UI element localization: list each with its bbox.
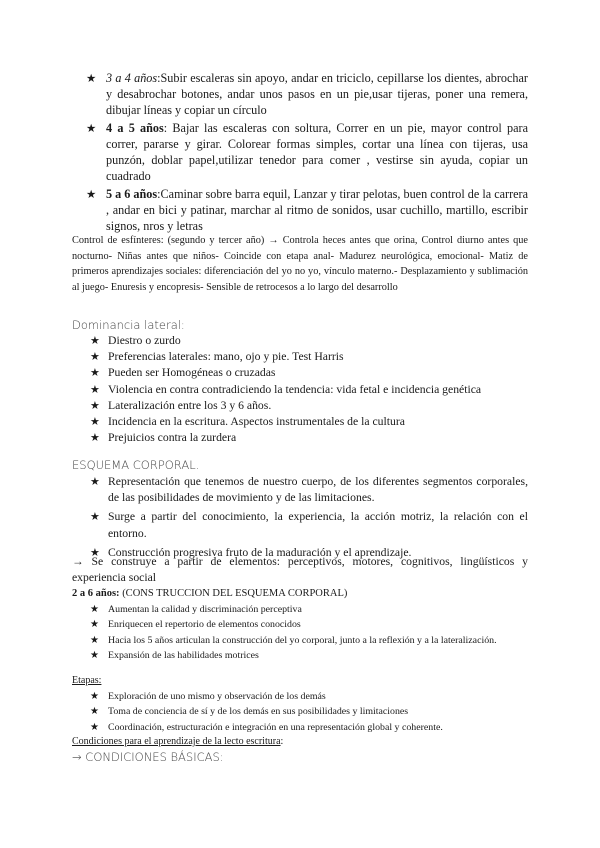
construccion-list: [90, 602, 528, 663]
list-item: ★ Construcción progresiva fruto de la maduración y el aprendizaje.: [108, 545, 528, 561]
esquema-arrow-note: → Se construye a partir de elementos: perceptivos, motores, cognitivos, lingüísticos y experiencia social: [72, 555, 528, 585]
arrow-right-icon: →: [72, 750, 82, 764]
list-item: ★ Aumentan la calidad y discriminación perceptiva: [108, 602, 528, 617]
stage-item: [86, 120, 528, 184]
stage-text: :Caminar sobre barra equil, Lanzar y tirar pelotas, buen control de la carrera , andar en bici y patinar, marchar al ritmo de sonidos, usar cuchillo, martillo, escribir signos, nros y letras: [106, 187, 529, 233]
construccion-label-rest: (CONS TRUCCION DEL ESQUEMA CORPORAL): [119, 588, 348, 599]
list-item: ★ Representación que tenemos de nuestro cuerpo, de los diferentes segmentos corporales, de las posibilidades de movimiento y de las limitaciones.: [90, 475, 528, 505]
dominancia-heading: Dominancia lateral:: [72, 318, 185, 332]
list-item: ★ Toma de conciencia de sí y de los demás en sus posibilidades y limitaciones: [108, 704, 528, 719]
star-bullet-icon: ★: [90, 545, 100, 559]
star-bullet-icon: ★: [90, 691, 99, 702]
list-item: ★ Coordinación, estructuración e integración en una representación global y coherente.: [108, 720, 528, 735]
star-bullet-icon: ★: [86, 121, 97, 135]
list-item: ★ Preferencias laterales: mano, ojo y pie. Test Harris: [108, 349, 528, 365]
list-item: ★ Lateralización entre los 3 y 6 años.: [108, 398, 528, 414]
list-item: ★ Exploración de uno mismo y observación de los demás: [108, 689, 528, 704]
condiciones-basicas: [72, 750, 224, 765]
star-bullet-icon: ★: [90, 604, 99, 615]
stage-text: : Bajar las escaleras con soltura, Correr en un pie, mayor control para correr, pararse y girar. Colorear formas simples, cortar una línea con tijeras, usa punzón, doblar papel,utilizar tenedor para comer , vestirse sin ayuda, copiar un cuadrado: [106, 121, 528, 183]
star-bullet-icon: ★: [90, 398, 100, 412]
star-bullet-icon: ★: [90, 649, 99, 661]
condiciones-title: Condiciones para el aprendizaje de la lecto escritura: [72, 736, 281, 747]
development-stages-list: [86, 70, 529, 236]
condiciones-heading: [72, 735, 283, 749]
etapas-heading: Etapas:: [72, 675, 102, 686]
star-bullet-icon: ★: [90, 415, 100, 429]
star-bullet-icon: ★: [90, 721, 99, 733]
star-bullet-icon: ★: [90, 366, 100, 380]
star-bullet-icon: ★: [90, 350, 100, 364]
control-esfinteres-paragraph: Control de esfínteres: (segundo y tercer año) → Controla heces antes que orina, Control diurno antes que nocturno- Niñas antes que niños- Coincide con etapa anal- Madurez neurológica, emocional- Matiz de primeros aprendizajes sociales: diferenciación del yo no yo, vínculo materno.- Desplazamiento y sublimación al juego- Enuresis y encopresis- Sensible de retrocesos a lo largo del desarrollo: [72, 235, 528, 293]
list-item: ★ Enriquecen el repertorio de elementos conocidos: [108, 617, 528, 632]
star-bullet-icon: ★: [90, 431, 100, 445]
condiciones-basicas-label: CONDICIONES BÁSICAS:: [81, 750, 224, 764]
list-item: ★ Expansión de las habilidades motrices: [108, 648, 528, 663]
construccion-label: 2 a 6 años:: [72, 588, 120, 599]
esquema-heading: ESQUEMA CORPORAL.: [72, 458, 200, 472]
list-item: ★ Pueden ser Homogéneas o cruzadas: [108, 365, 528, 381]
star-bullet-icon: ★: [86, 187, 97, 201]
list-item: ★ Surge a partir del conocimiento, la experiencia, la acción motriz, la relación con el entorno.: [90, 510, 528, 540]
stage-text: :Subir escaleras sin apoyo, andar en triciclo, cepillarse los dientes, abrochar y desabrochar botones, andar unos pasos en un pie,usar tijeras, poner una remera, dibujar líneas y copiar un círculo: [106, 71, 528, 117]
star-bullet-icon: ★: [90, 634, 99, 646]
stage-item: [86, 186, 529, 234]
list-item: ★ Incidencia en la escritura. Aspectos instrumentales de la cultura: [108, 414, 528, 430]
star-bullet-icon: ★: [86, 71, 97, 85]
star-bullet-icon: ★: [90, 510, 100, 524]
list-item: ★ Hacia los 5 años articulan la construcción del yo corporal, junto a la reflexión y a la lateralización.: [108, 633, 528, 648]
etapas-list: [90, 689, 528, 735]
star-bullet-icon: ★: [90, 706, 99, 718]
stage-item: [86, 70, 528, 118]
dominancia-list: [90, 333, 528, 446]
stage-age: 3 a 4 años: [106, 71, 158, 85]
stage-age: 4 a 5 años: [106, 121, 164, 135]
condiciones-colon: :: [280, 736, 284, 747]
stage-age: 5 a 6 años: [106, 187, 158, 201]
construccion-heading: [72, 587, 347, 601]
list-item: ★ Violencia en contra contradiciendo la tendencia: vida fetal e incidencia genética: [108, 382, 528, 398]
star-bullet-icon: ★: [90, 475, 100, 488]
star-bullet-icon: ★: [90, 619, 99, 631]
star-bullet-icon: ★: [90, 382, 100, 396]
list-item: ★ Prejuicios contra la zurdera: [108, 430, 528, 446]
list-item: ★ Diestro o zurdo: [108, 333, 528, 349]
esquema-list: [90, 474, 528, 564]
star-bullet-icon: ★: [90, 334, 100, 347]
